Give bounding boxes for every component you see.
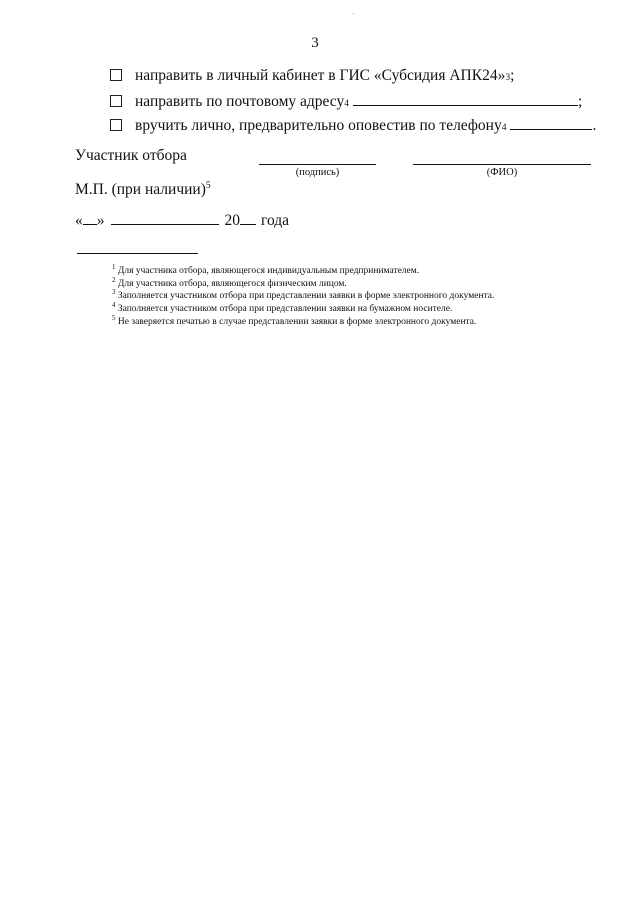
day-field[interactable] (83, 210, 97, 225)
footnote-number: 4 (112, 301, 116, 309)
option-personal-checkbox[interactable] (110, 119, 122, 131)
footnote (112, 276, 347, 289)
page-number: 3 (311, 35, 319, 51)
footnote-text: Не заверяется печатью в случае представлении заявки в форме электронного документа. (117, 317, 477, 327)
month-field[interactable] (111, 210, 219, 225)
footnote-ref: 5 (205, 181, 211, 191)
full-name-caption: (ФИО) (486, 167, 518, 178)
date-suffix: года (261, 212, 290, 229)
footnote (112, 263, 420, 276)
footnote-number: 5 (112, 314, 116, 322)
participant-label: Участник отбора (75, 147, 187, 164)
footnote-number: 1 (112, 263, 116, 271)
signature-line[interactable] (259, 164, 376, 165)
footnote (112, 301, 453, 314)
option-cabinet-label: направить в личный кабинет в ГИС «Субсидия АПК24» (135, 67, 506, 84)
option-post-checkbox[interactable] (110, 95, 122, 107)
option-post-tail: ; (577, 93, 583, 110)
scan-speck (353, 13, 354, 14)
date-close-quote: » (96, 212, 105, 229)
footnote-number: 3 (112, 288, 116, 296)
footnote (112, 288, 495, 301)
phone-field[interactable] (510, 115, 592, 130)
footnote-text: Для участника отбора, являющегося физическим лицом. (117, 279, 347, 289)
option-post-label: направить по почтовому адресу (135, 93, 345, 110)
option-post[interactable]: направить по почтовому адресу 4 ; (110, 91, 582, 111)
option-cabinet-tail: ; (510, 67, 515, 84)
footnote-text: Заполняется участником отбора при представлении заявки на бумажном носителе. (117, 304, 453, 314)
option-personal-tail: . (592, 117, 597, 134)
footnote-number: 2 (112, 276, 116, 284)
footnote-text: Заполняется участником отбора при представлении заявки в форме электронного документа. (117, 291, 495, 301)
footnote-separator (77, 253, 198, 254)
footnote (112, 314, 477, 327)
option-personal-label: вручить лично, предварительно оповестив по телефону (135, 117, 502, 134)
year-prefix: 20 (224, 212, 240, 229)
option-cabinet[interactable]: направить в личный кабинет в ГИС «Субсидия АПК24» 3 ; (110, 67, 514, 85)
date-open-quote: « (75, 212, 83, 229)
full-name-line[interactable] (413, 164, 591, 165)
postal-address-field[interactable] (353, 91, 578, 106)
stamp-label-text: М.П. (при наличии) (75, 181, 206, 198)
option-personal[interactable]: вручить лично, предварительно оповестив по телефону 4 . (110, 115, 596, 135)
year-field[interactable] (240, 210, 256, 225)
signature-caption: (подпись) (295, 167, 340, 178)
option-cabinet-checkbox[interactable] (110, 69, 122, 81)
footnote-text: Для участника отбора, являющегося индивидуальным предпринимателем. (117, 266, 420, 276)
stamp-label (75, 181, 211, 199)
date-line (75, 210, 289, 230)
